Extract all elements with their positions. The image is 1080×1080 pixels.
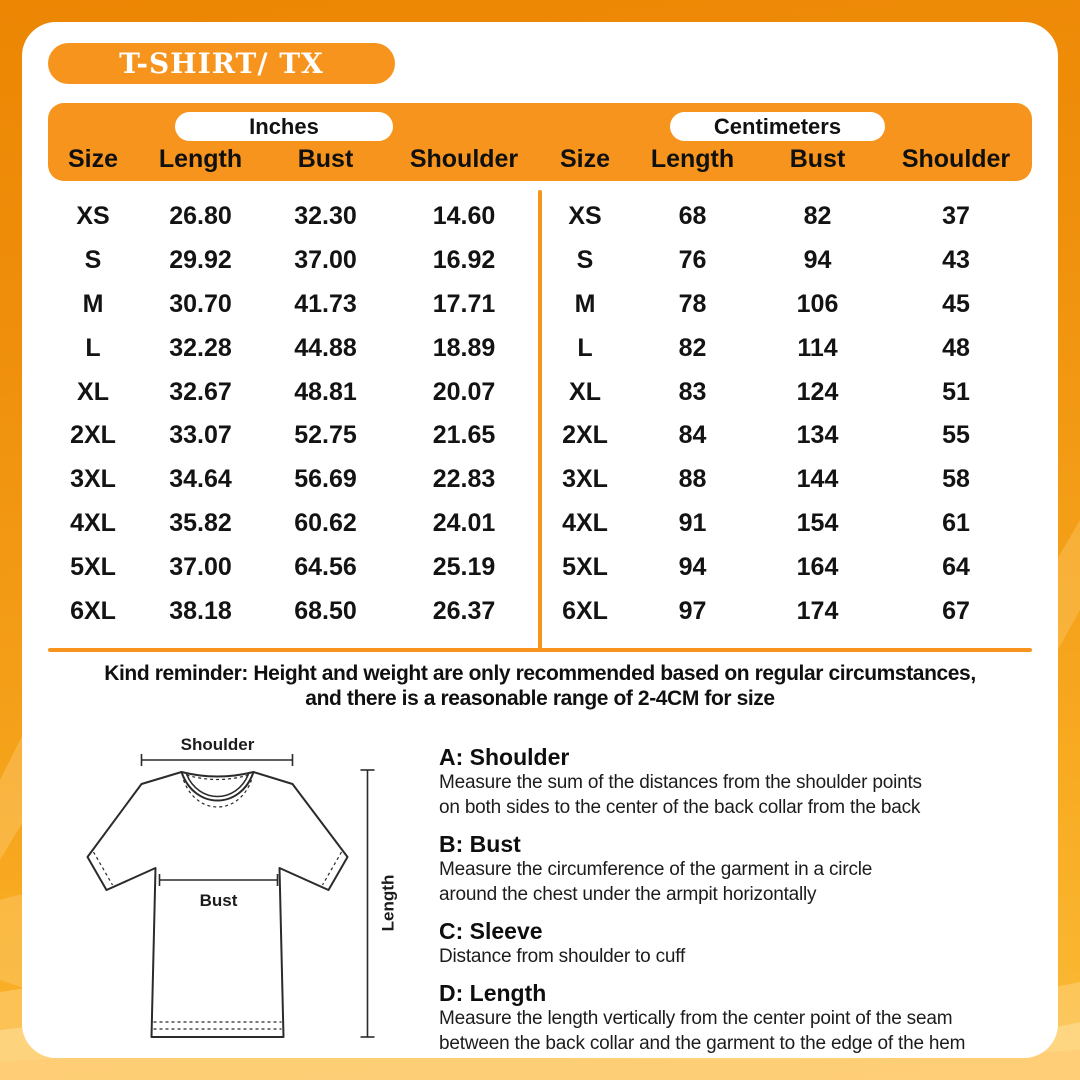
size-label: 6XL bbox=[562, 596, 608, 625]
measurement-value: 35.82 bbox=[169, 508, 232, 537]
measurement-value: 37.00 bbox=[169, 552, 232, 581]
measurement-value: 32.67 bbox=[169, 377, 232, 406]
measurement-value: 83 bbox=[678, 377, 707, 406]
measurement-value: 32.30 bbox=[294, 202, 357, 231]
centimeters-unit-pill bbox=[670, 112, 885, 141]
size-label: 4XL bbox=[562, 508, 608, 537]
length-measure-line bbox=[361, 770, 375, 1037]
size-label: 5XL bbox=[70, 552, 116, 581]
measurement-value: 58 bbox=[942, 465, 970, 494]
size-label: XL bbox=[77, 377, 109, 406]
measurement-value: 154 bbox=[796, 508, 839, 537]
length-diagram-label: Length bbox=[378, 874, 398, 932]
column-header-shoulder: Shoulder bbox=[409, 145, 519, 173]
guide-text-line: around the chest under the armpit horizontally bbox=[439, 884, 817, 905]
size-chart-card bbox=[22, 22, 1058, 1058]
kind-reminder bbox=[22, 661, 1058, 711]
measurement-value: 68 bbox=[678, 202, 707, 231]
measurement-value: 67 bbox=[942, 596, 970, 625]
guide-text-line: Measure the circumference of the garment in a circle bbox=[439, 859, 873, 880]
measurement-value: 134 bbox=[796, 421, 839, 450]
size-label: L bbox=[85, 333, 101, 362]
measurement-value: 84 bbox=[678, 421, 707, 450]
column-header-length: Length bbox=[158, 145, 243, 173]
measurement-value: 174 bbox=[796, 596, 839, 625]
measurement-value: 48 bbox=[942, 333, 970, 362]
shoulder-measure-line bbox=[142, 754, 293, 766]
measurement-value: 38.18 bbox=[169, 596, 232, 625]
measurement-value: 45 bbox=[942, 289, 970, 318]
measurement-value: 34.64 bbox=[169, 465, 232, 494]
guide-text-line: Measure the length vertically from the center point of the seam bbox=[439, 1008, 953, 1029]
inches-unit-pill bbox=[175, 112, 393, 141]
measurement-value: 94 bbox=[803, 246, 832, 275]
measurement-value: 91 bbox=[678, 508, 707, 537]
measurement-value: 14.60 bbox=[432, 202, 496, 231]
measurement-value: 32.28 bbox=[169, 333, 232, 362]
measurement-value: 60.62 bbox=[294, 508, 357, 537]
measurement-value: 41.73 bbox=[294, 289, 357, 318]
centimeters-table-body bbox=[540, 195, 1032, 633]
measurement-value: 97 bbox=[678, 596, 707, 625]
size-label: 4XL bbox=[70, 508, 116, 537]
measurement-value: 56.69 bbox=[294, 465, 357, 494]
kind-reminder-line1: Kind reminder: Height and weight are only recommended based on regular circumstances, bbox=[104, 662, 976, 685]
tshirt-diagram-svg bbox=[52, 730, 427, 1052]
column-header-size: Size bbox=[559, 145, 611, 173]
inches-unit-label: Inches bbox=[249, 113, 319, 139]
guide-block bbox=[439, 980, 1048, 1056]
measurement-value: 68.50 bbox=[294, 596, 357, 625]
guide-text-line: Measure the sum of the distances from the shoulder points bbox=[439, 772, 922, 793]
measurement-value: 55 bbox=[942, 421, 970, 450]
size-label: L bbox=[577, 333, 593, 362]
inches-column-headers bbox=[48, 145, 540, 174]
size-label: 5XL bbox=[562, 552, 608, 581]
measurement-value: 76 bbox=[678, 246, 707, 275]
measurement-value: 78 bbox=[678, 289, 707, 318]
tshirt-diagram bbox=[52, 730, 427, 1052]
measurement-value: 21.65 bbox=[432, 421, 496, 450]
section-divider bbox=[48, 648, 1032, 652]
size-label: M bbox=[82, 289, 104, 318]
measurement-value: 124 bbox=[796, 377, 839, 406]
guide-heading: B: Bust bbox=[439, 831, 521, 857]
table-header bbox=[48, 103, 1032, 181]
measurement-value: 20.07 bbox=[432, 377, 496, 406]
guide-heading: A: Shoulder bbox=[439, 744, 570, 770]
measurement-value: 18.89 bbox=[432, 333, 496, 362]
measurement-value: 144 bbox=[796, 465, 839, 494]
column-header-bust: Bust bbox=[297, 145, 354, 173]
measurement-value: 82 bbox=[678, 333, 707, 362]
measurement-value: 26.80 bbox=[169, 202, 232, 231]
measurement-value: 26.37 bbox=[432, 596, 496, 625]
size-label: XL bbox=[569, 377, 601, 406]
guide-block bbox=[439, 918, 1048, 969]
measurement-value: 22.83 bbox=[432, 465, 496, 494]
measurement-value: 24.01 bbox=[432, 508, 496, 537]
inches-table-body bbox=[48, 195, 540, 633]
measurement-value: 94 bbox=[678, 552, 707, 581]
guide-block bbox=[439, 744, 1048, 820]
measurement-value: 64 bbox=[942, 552, 970, 581]
measurement-value: 88 bbox=[678, 465, 707, 494]
measurement-value: 17.71 bbox=[432, 289, 496, 318]
size-label: 2XL bbox=[70, 421, 116, 450]
measurement-value: 33.07 bbox=[169, 421, 232, 450]
guide-text-line: between the back collar and the garment to the edge of the hem bbox=[439, 1033, 966, 1054]
centimeters-unit-label: Centimeters bbox=[713, 113, 842, 139]
measurement-value: 106 bbox=[796, 289, 839, 318]
guide-heading: C: Sleeve bbox=[439, 918, 543, 944]
measurement-value: 114 bbox=[797, 333, 838, 362]
size-label: S bbox=[84, 246, 102, 275]
kind-reminder-line2: and there is a reasonable range of 2-4CM for size bbox=[305, 687, 775, 710]
measurement-value: 25.19 bbox=[432, 552, 496, 581]
column-header-size: Size bbox=[67, 145, 119, 173]
column-header-length: Length bbox=[650, 145, 735, 173]
bust-diagram-label: Bust bbox=[199, 891, 238, 910]
size-label: M bbox=[574, 289, 596, 318]
size-label: S bbox=[576, 246, 594, 275]
size-label: 2XL bbox=[562, 421, 608, 450]
measurement-value: 37.00 bbox=[294, 246, 357, 275]
column-header-bust: Bust bbox=[789, 145, 846, 173]
guide-block bbox=[439, 831, 1048, 907]
measurement-value: 30.70 bbox=[169, 289, 232, 318]
measurement-value: 52.75 bbox=[294, 421, 357, 450]
measurement-value: 37 bbox=[942, 202, 970, 231]
centimeters-column-headers bbox=[540, 145, 1032, 174]
size-label: 3XL bbox=[70, 465, 116, 494]
shoulder-diagram-label: Shoulder bbox=[180, 735, 255, 754]
measurement-section bbox=[52, 730, 1048, 1067]
measurement-value: 82 bbox=[803, 202, 832, 231]
measurement-value: 48.81 bbox=[294, 377, 357, 406]
chart-title: T-SHIRT/ TX bbox=[119, 47, 324, 80]
column-header-shoulder: Shoulder bbox=[901, 145, 1011, 173]
size-label: XS bbox=[568, 202, 602, 231]
size-label: 3XL bbox=[562, 465, 608, 494]
guide-text-line: on both sides to the center of the back collar from the back bbox=[439, 797, 921, 818]
size-label: 6XL bbox=[70, 596, 116, 625]
size-label: XS bbox=[76, 202, 110, 231]
guide-heading: D: Length bbox=[439, 980, 547, 1006]
chart-title-pill bbox=[48, 43, 395, 84]
measurement-value: 164 bbox=[796, 552, 839, 581]
guide-text-line: Distance from shoulder to cuff bbox=[439, 946, 686, 967]
measurement-value: 29.92 bbox=[169, 246, 232, 275]
measurement-guide bbox=[427, 730, 1048, 1067]
measurement-value: 61 bbox=[942, 508, 970, 537]
measurement-value: 16.92 bbox=[432, 246, 496, 275]
measurement-value: 43 bbox=[942, 246, 970, 275]
measurement-value: 64.56 bbox=[294, 552, 357, 581]
measurement-value: 44.88 bbox=[294, 333, 357, 362]
measurement-value: 51 bbox=[942, 377, 970, 406]
